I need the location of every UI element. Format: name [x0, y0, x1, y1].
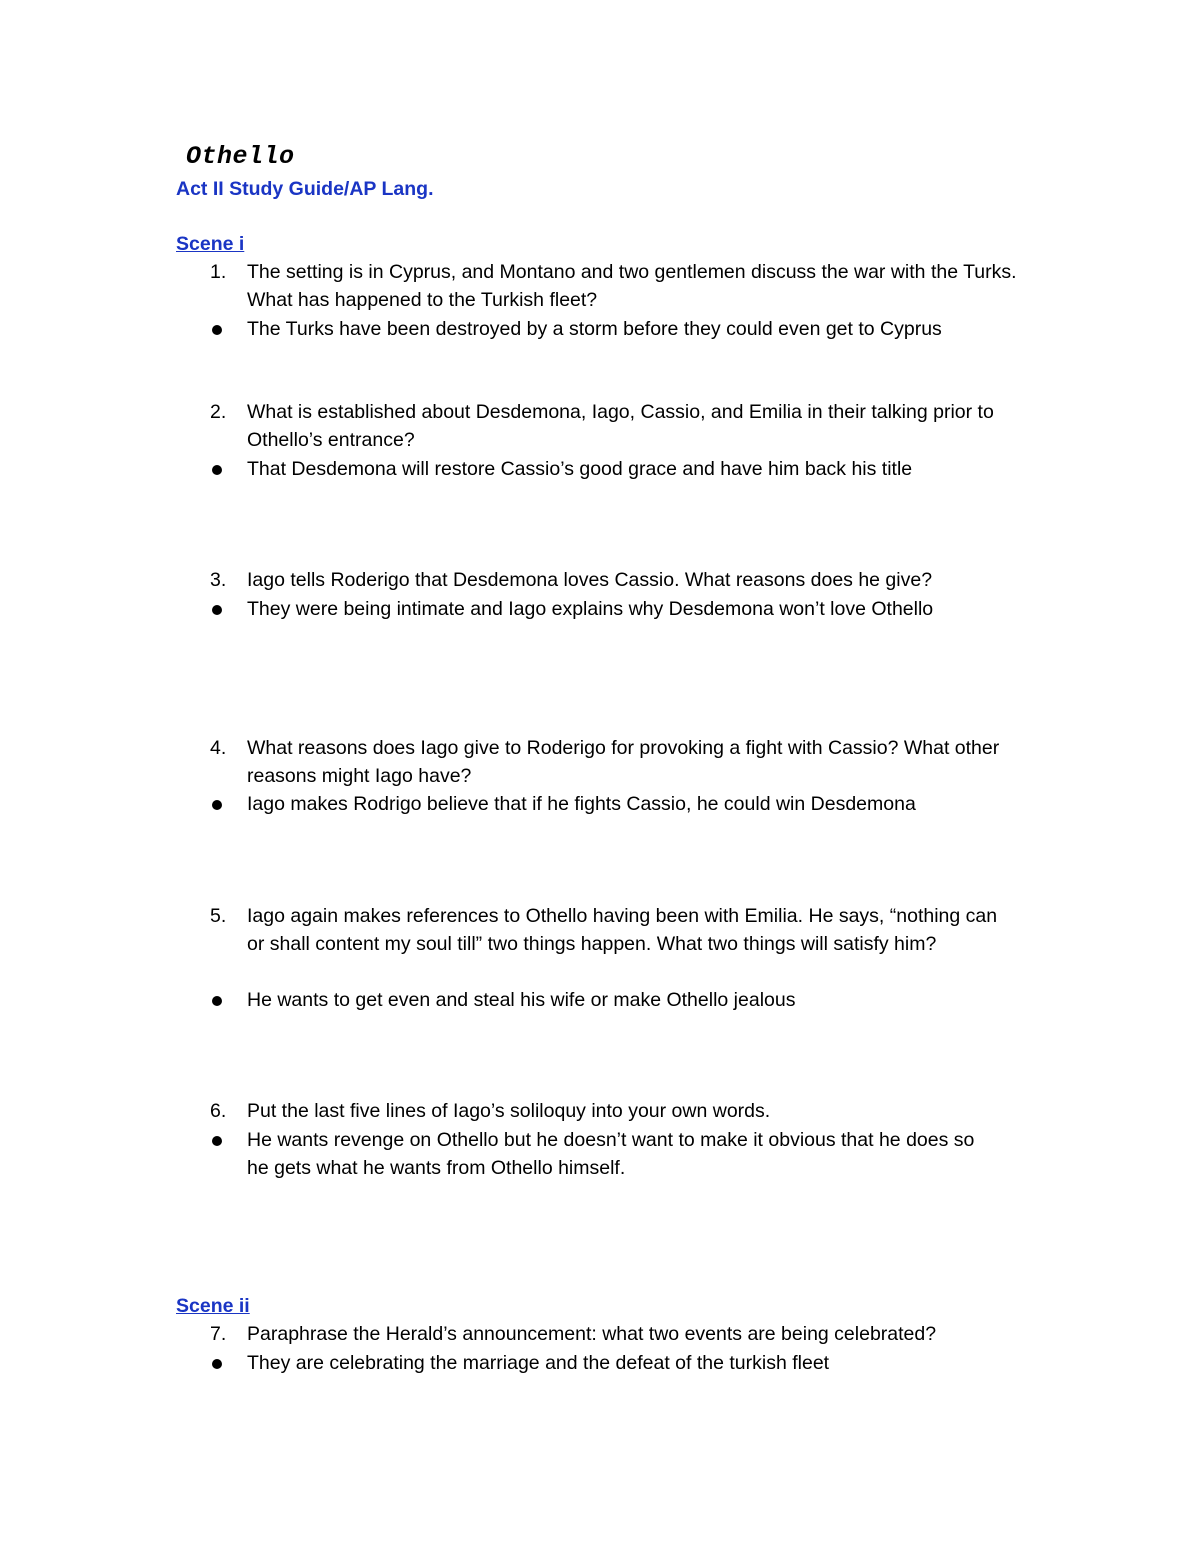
question-number: 2.: [210, 401, 227, 423]
question-number: 1.: [210, 261, 227, 283]
question-number: 6.: [210, 1100, 227, 1122]
question-number: 7.: [210, 1323, 227, 1345]
question-text: Paraphrase the Herald’s announcement: what two events are being celebrated?: [247, 1323, 937, 1345]
answer-text: Iago makes Rodrigo believe that if he fights Cassio, he could win Desdemona: [247, 793, 916, 815]
answer-text: The Turks have been destroyed by a storm before they could even get to Cyprus: [247, 318, 942, 340]
answer-text: They are celebrating the marriage and the defeat of the turkish fleet: [247, 1352, 830, 1374]
bullet-icon: [212, 800, 222, 810]
question-number: 4.: [210, 737, 227, 759]
answer-text: That Desdemona will restore Cassio’s good grace and have him back his title: [247, 458, 913, 480]
answer-text: He wants to get even and steal his wife or make Othello jealous: [247, 989, 796, 1011]
bullet-icon: [212, 325, 222, 335]
question-text: Put the last five lines of Iago’s soliloquy into your own words.: [247, 1100, 771, 1122]
document-title: Othello: [186, 142, 295, 171]
question-text: What is established about Desdemona, Iago, Cassio, and Emilia in their talking prior to Othello’s entrance?: [247, 401, 994, 451]
bullet-icon: [212, 1136, 222, 1146]
answer-text: They were being intimate and Iago explains why Desdemona won’t love Othello: [247, 598, 934, 620]
bullet-icon: [212, 465, 222, 475]
question-text: What reasons does Iago give to Roderigo for provoking a fight with Cassio? What other reasons might Iago have?: [247, 737, 1000, 787]
scene-i-heading[interactable]: Scene i: [176, 233, 245, 255]
scene-ii-heading[interactable]: Scene ii: [176, 1295, 250, 1317]
bullet-icon: [212, 996, 222, 1006]
answer-text: He wants revenge on Othello but he doesn’t want to make it obvious that he does so he gets what he wants from Othello himself.: [247, 1129, 975, 1179]
bullet-icon: [212, 605, 222, 615]
document-subtitle: Act II Study Guide/AP Lang.: [176, 178, 434, 200]
question-text: Iago again makes references to Othello having been with Emilia. He says, “nothing can or shall content my soul till” two things happen. What two things will satisfy him?: [247, 905, 998, 955]
bullet-icon: [212, 1359, 222, 1369]
question-number: 5.: [210, 905, 227, 927]
question-number: 3.: [210, 569, 227, 591]
question-text: The setting is in Cyprus, and Montano and two gentlemen discuss the war with the Turks. What has happened to the Turkish fleet?: [247, 261, 1017, 311]
question-text: Iago tells Roderigo that Desdemona loves Cassio. What reasons does he give?: [247, 569, 933, 591]
